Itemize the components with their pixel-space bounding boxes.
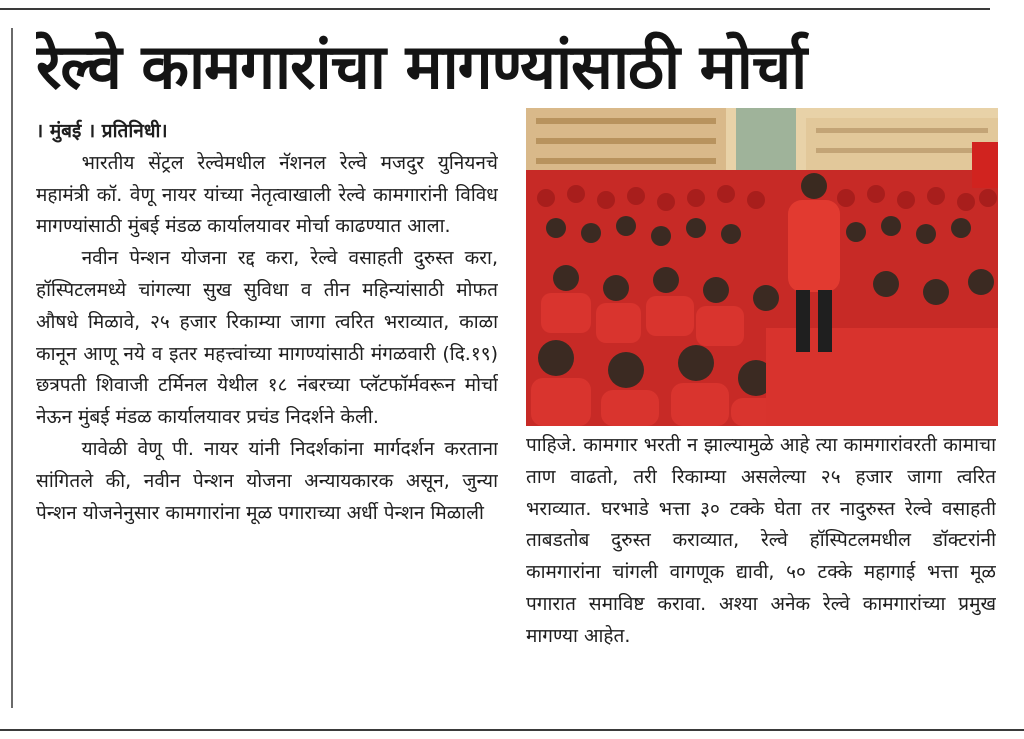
bottom-rule xyxy=(0,729,1024,731)
news-photo-crowd xyxy=(526,108,998,426)
paragraph-1: भारतीय सेंट्रल रेल्वेमधील नॅशनल रेल्वे मजदुर युनियनचे महामंत्री कॉ. वेणू नायर यांच्या नेतृत्वाखाली रेल्वे कामगारांनी विविध मागण्यांसाठी मुंबई मंडळ कार्यालयावर मोर्चा काढण्यात आला. xyxy=(36,151,498,238)
left-column-rule xyxy=(11,28,13,708)
top-rule xyxy=(0,8,990,10)
article-body-right-column xyxy=(526,430,996,710)
paragraph-3: यावेळी वेणू पी. नायर यांनी निदर्शकांना मार्गदर्शन करताना सांगितले की, नवीन पेन्शन योजना अन्यायकारक असून, जुन्या पेन्शन योजनेनुसार कामगारांना मूळ पगाराच्या अर्धी पेन्शन मिळाली xyxy=(36,437,498,524)
dateline: । मुंबई । प्रतिनिधी। xyxy=(36,120,168,142)
crowd-illustration xyxy=(526,108,998,426)
headline: रेल्वे कामगारांचा मागण्यांसाठी मोर्चा xyxy=(36,30,807,103)
article-body-left-column xyxy=(36,116,498,706)
paragraph-2: नवीन पेन्शन योजना रद्द करा, रेल्वे वसाहती दुरुस्त करा, हॉस्पिटलमध्ये चांगल्या सुख सुविधा व तीन महिन्यांसाठी मोफत औषधे मिळावे, २५ हजार रिकाम्या जागा त्वरित भराव्यात, काळा कानून आणू नये व इतर महत्त्वांच्या मागण्यांसाठी मंगळवारी (दि.१९) छत्रपती शिवाजी टर्मिनल येथील १८ नंबरच्या प्लॅटफॉर्मवरून मोर्चा नेऊन मुंबई मंडळ कार्यालयावर प्रचंड निदर्शने केली. xyxy=(36,247,498,429)
paragraph-continuation: पाहिजे. कामगार भरती न झाल्यामुळे आहे त्या कामगारांवरती कामाचा ताण वाढतो, तरी रिकाम्या असलेल्या २५ हजार जागा त्वरित भराव्यात. घरभाडे भत्ता ३० टक्के घेता तर नादुरुस्त रेल्वे वसाहती ताबडतोब दुरुस्त कराव्यात, रेल्वे हॉस्पिटलमधील डॉक्टरांनी कामगारांना चांगली वागणूक द्यावी, ५० टक्के महागाई भत्ता मूळ पगारात समाविष्ट करावा. अश्या अनेक रेल्वे कामगारांच्या प्रमुख मागण्या आहेत. xyxy=(526,434,996,647)
